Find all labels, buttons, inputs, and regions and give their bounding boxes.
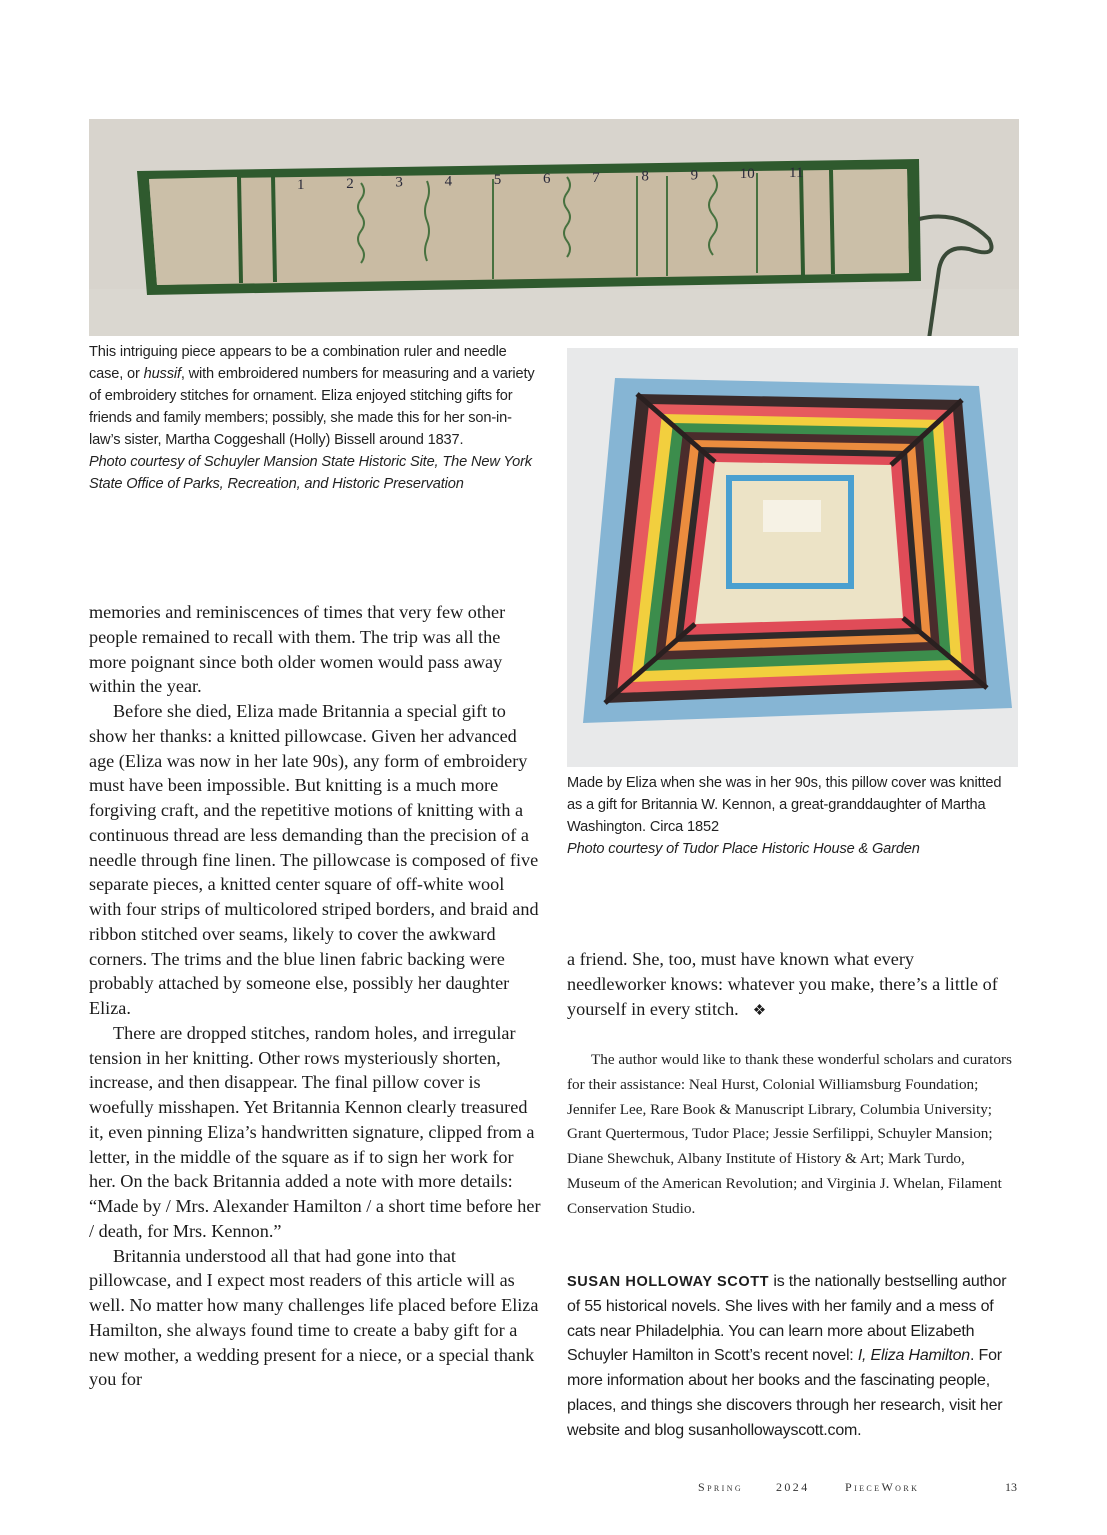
page-number: 13 <box>1005 1480 1017 1494</box>
hussif-caption-text-2: , with embroidered numbers for measuring and a variety of embroidery stitches for ornament. Eliza enjoyed stitching gifts for friends and family members; possibly, she made this for her son-in-law’s sister, Martha Coggeshall (Holly) Bissell around 1837. <box>89 366 535 448</box>
hussif-caption-text: This intriguing piece appears to be a combination ruler and needle case, or <box>89 344 507 382</box>
left-column-text <box>89 600 541 1392</box>
hussif-caption <box>89 341 539 495</box>
book-title: I, Eliza Hamilton <box>857 1347 971 1365</box>
hussif-number: 4 <box>444 173 453 190</box>
footer-year: 2024 <box>776 1480 810 1494</box>
hussif-number: 10 <box>739 166 755 183</box>
hussif-number: 7 <box>592 169 600 186</box>
footer-season: Spring <box>698 1480 744 1494</box>
hussif-number: 2 <box>346 175 354 192</box>
acknowledgment <box>567 1048 1019 1222</box>
hussif-number: 3 <box>395 174 403 191</box>
pillow-caption <box>567 772 1019 860</box>
pillow-photo-credit: Photo courtesy of Tudor Place Historic House & Garden <box>567 841 920 857</box>
pillow-caption-text: Made by Eliza when she was in her 90s, this pillow cover was knitted as a gift for Britannia W. Kennon, a great-granddaughter of Martha Washington. Circa 1852 <box>567 775 1002 835</box>
paragraph: a friend. She, too, must have known what every needleworker knows: whatever you make, there’s a little of yourself in every stitch. <box>567 949 998 1019</box>
page-footer <box>680 1480 1020 1500</box>
paragraph: memories and reminiscences of times that very few other people remained to recall with them. The trip was all the more poignant since both older women would pass away within the year. <box>89 602 506 697</box>
hussif-number: 11 <box>789 165 804 181</box>
hussif-number: 5 <box>493 172 502 189</box>
hussif-photo <box>89 119 1019 336</box>
paragraph: Britannia understood all that had gone into that pillowcase, and I expect most readers of this article will as well. No matter how many challenges life placed before Eliza Hamilton, she always found time to create a baby gift for a new mother, a wedding present for a niece, or a special thank you for <box>89 1245 539 1390</box>
author-name: SUSAN HOLLOWAY SCOTT <box>567 1274 770 1290</box>
paragraph: Before she died, Eliza made Britannia a special gift to show her thanks: a knitted pillowcase. Given her advanced age (Eliza was now in her late 90s), any form of embroidery must have been impossible. But knitting is a much more forgiving craft, and the repetitive motions of knitting with a continuous thread are less demanding than the precision of a needle through fine linen. The pillowcase is composed of five separate pieces, a knitted center square of off-white wool with four strips of multicolored striped borders, and braid and ribbon stitched over seams, likely to cover the awkward corners. The trims and the blue linen fabric backing were probably attached by someone else, possibly her daughter Eliza. <box>89 701 539 1018</box>
hussif-number: 6 <box>543 171 551 187</box>
pillow-cover-photo <box>567 348 1018 767</box>
end-mark-icon: ❖ <box>752 1002 767 1019</box>
right-column-text <box>567 947 1007 1023</box>
hussif-number: 1 <box>297 177 305 193</box>
hussif-number: 9 <box>690 167 699 184</box>
acknowledgment-text: The author would like to thank these wonderful scholars and curators for their assistance: Neal Hurst, Colonial Williamsburg Foundation; Jennifer Lee, Rare Book & Manuscript Library, Columbia University; Grant Quertermous, Tudor Place; Jessie Serfilippi, Schuyler Mansion; Diane Shewchuk, Albany Institute of History & Art; Mark Turdo, Museum of the American Revolution; and Virginia J. Whelan, Filament Conservation Studio. <box>567 1051 1012 1217</box>
hussif-number: 8 <box>641 168 649 185</box>
paragraph: There are dropped stitches, random holes, and irregular tension in her knitting. Other rows mysteriously shorten, increase, and then disappear. The final pillow cover is woefully misshapen. Yet Britannia Kennon clearly treasured it, even pinning Eliza’s handwritten signature, clipped from a letter, in the middle of the square as if to sign her work for her. On the back Britannia added a note with more details: “Made by / Mrs. Alexander Hamilton / a short time before her / death, for Mrs. Kennon.” <box>89 1022 541 1241</box>
author-bio-text: is the nationally bestselling author of 55 historical novels. She lives with her family and a mess of cats near Philadelphia. You can learn more about Elizabeth Schuyler Hamilton in Scott’s recent novel: <box>567 1273 1007 1365</box>
hussif-caption-term: hussif <box>143 366 181 382</box>
author-bio-text-2: . For more information about her books and the fascinating people, places, and things she discovers through her research, visit her website and blog susanhollowayscott.com. <box>567 1347 1003 1439</box>
hussif-photo-credit: Photo courtesy of Schuyler Mansion State Historic Site, The New York State Office of Parks, Recreation, and Historic Preservation <box>89 454 532 492</box>
footer-magazine: PieceWork <box>845 1480 920 1494</box>
author-bio <box>567 1270 1019 1444</box>
